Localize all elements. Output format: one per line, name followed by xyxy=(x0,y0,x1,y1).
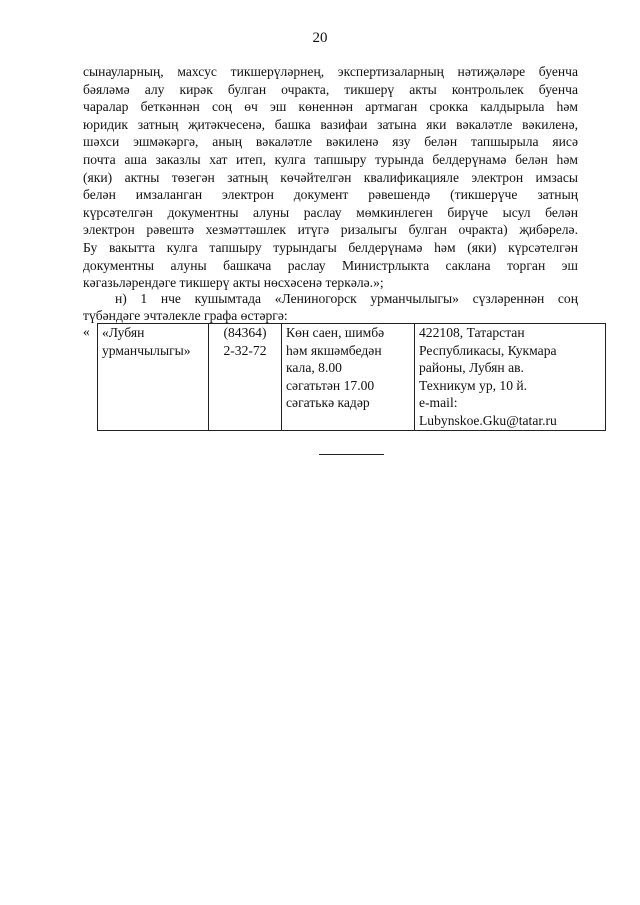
body-paragraph xyxy=(83,63,578,292)
phone-cell xyxy=(209,324,282,431)
cell-line: һәм якшәмбедән xyxy=(286,342,382,358)
paragraph-line: бәяләмә алу кирәк булган очракта, тикшерү акты контрольлек буенча xyxy=(83,81,578,97)
cell-line: Техникум ур, 10 й. xyxy=(419,377,528,393)
amendment-clause: н) 1 нче кушымтада «Лениногорск урманчылыгы» сүзләреннән соң xyxy=(115,291,578,306)
forestry-info-table xyxy=(97,323,606,431)
paragraph-line: шәхси эшмәкәргә, аның вәкаләтле вәкиленә язу белән тапшырыла яисә xyxy=(83,134,578,150)
cell-line: кала, 8.00 xyxy=(286,360,342,376)
cell-line: 2-32-72 xyxy=(223,342,267,358)
email-link[interactable]: Lubynskoe.Gku@tatar.ru xyxy=(419,412,557,428)
paragraph-line: күрсәтелгән документны алуны раслау мөмкинлеген бирүче ысул белән xyxy=(83,204,578,220)
cell-line: сәгатьтән 17.00 xyxy=(286,377,375,393)
forestry-name-cell xyxy=(98,324,209,431)
paragraph-line: почта аша заказлы хат итеп, кулга тапшыру турында белдерүнамә белән һәм xyxy=(83,151,578,167)
paragraph-line: чаралар беткәннән соң өч эш көненнән артмаган срокка калдырыла һәм xyxy=(83,99,578,115)
paragraph-line: белән имзаланган электрон документ рәвешендә (тикшерүче затның xyxy=(83,187,578,203)
paragraph-line: (яки) актны төзегән затның көчәйтелгән квалификацияле электрон имзасы xyxy=(83,169,578,185)
cell-line: e-mail: xyxy=(419,395,458,411)
cell-line: сәгатькә кадәр xyxy=(286,395,370,411)
cell-line: Көн саен, шимбә xyxy=(286,325,385,340)
cell-line: Республикасы, Кукмара xyxy=(419,342,557,358)
cell-line: районы, Лубян ав. xyxy=(419,360,524,376)
paragraph-line: электрон рәвештә хезмәттәшлек итүгә ризалыгы булган очракта) җибәрелә. xyxy=(83,222,578,238)
amendment-clause-continuation: түбәндәге эчтәлекле графа өстәргә: xyxy=(83,308,288,323)
paragraph-line: Бу вакытта кулга тапшыру турындагы белдерүнамә һәм (яки) күрсәтелгән xyxy=(83,239,578,255)
paragraph-line: кәгазьләрендәге тикшерү акты нөсхәсенә теркәлә.»; xyxy=(83,275,384,291)
table-row xyxy=(98,324,606,431)
cell-line: «Лубян xyxy=(102,325,145,340)
end-separator-line xyxy=(319,454,384,455)
cell-line: 422108, Татарстан xyxy=(419,325,525,340)
working-hours-cell xyxy=(282,324,415,431)
paragraph-line: юридик затның җитәкчесенә, башка вазифаи затына яки вәкаләтле вәкиленә, xyxy=(83,116,578,132)
opening-quote-mark: « xyxy=(83,324,90,339)
paragraph-line: сынауларның, махсус тикшерүләрнең, экспертизаларның нәтиҗәләре буенча xyxy=(83,64,578,79)
page-number: 20 xyxy=(312,30,328,46)
address-cell xyxy=(415,324,606,431)
cell-line: урманчылыгы» xyxy=(102,342,191,358)
paragraph-line: документны алуны башкача раслау Министрлыкта саклана торган эш xyxy=(83,257,578,273)
cell-line: (84364) xyxy=(223,325,267,340)
